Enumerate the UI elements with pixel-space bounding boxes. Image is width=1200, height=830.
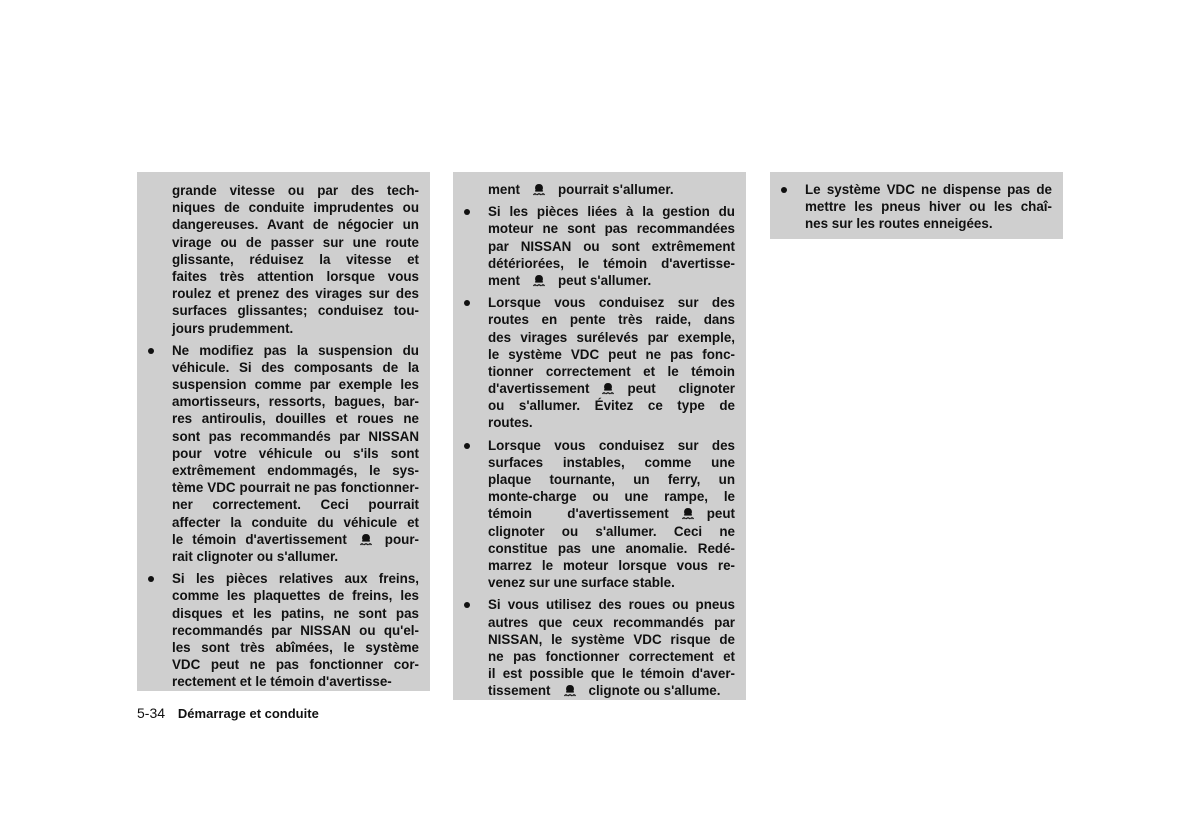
text-line: niques de conduite imprudentes ou bbox=[172, 200, 419, 216]
bullet-dot bbox=[148, 576, 154, 582]
bullet-dot bbox=[148, 348, 154, 354]
text-line: virage ou de passer sur une route bbox=[172, 234, 419, 250]
vdc-off-warning-icon bbox=[532, 274, 546, 287]
text-line: mettre les pneus hiver ou les chaî- bbox=[805, 199, 1052, 215]
text-line: les sont très abîmées, le système bbox=[172, 639, 419, 655]
bullet-item bbox=[172, 342, 419, 565]
text-line: tème VDC pourrait ne pas fonctionner- bbox=[172, 480, 419, 496]
text-line: roulez et prenez des virages sur des bbox=[172, 286, 419, 302]
bullet-dot bbox=[781, 187, 787, 193]
text-line: ner correctement. Ceci pourrait bbox=[172, 497, 419, 513]
text-line: des virages surélevés par exemple, bbox=[488, 329, 735, 345]
text-line: marrez le moteur lorsque vous re- bbox=[488, 557, 735, 573]
bullet-item bbox=[488, 596, 735, 699]
bullet-dot bbox=[464, 443, 470, 449]
section-title: Démarrage et conduite bbox=[177, 706, 319, 721]
text-line: NISSAN, le système VDC risque de bbox=[488, 631, 735, 647]
text-line: tionner correctement et le témoin bbox=[488, 363, 735, 379]
bullet-item bbox=[488, 294, 735, 432]
text-line: affecter la conduite du véhicule et bbox=[172, 514, 419, 530]
text-line: autres que ceux recommandés par bbox=[488, 614, 735, 630]
bullet-item bbox=[805, 181, 1052, 233]
text-line: disques et les patins, ne sont pas bbox=[172, 605, 419, 621]
text-line: constitue pas une anomalie. Redé- bbox=[488, 540, 735, 556]
text-column-2 bbox=[453, 172, 746, 700]
text-line: faites très attention lorsque vous bbox=[172, 268, 419, 284]
text-line: recommandés par NISSAN ou qu'el- bbox=[172, 622, 419, 638]
text-line: clignoter ou s'allumer. Ceci ne bbox=[488, 523, 735, 539]
text-column-3 bbox=[770, 172, 1063, 239]
text-line: jours prudemment. bbox=[172, 320, 294, 336]
text-line: témoin d'avertissement peut bbox=[488, 506, 735, 522]
text-line: ment pourrait s'allumer. bbox=[488, 182, 674, 197]
page-footer bbox=[137, 705, 319, 721]
vdc-off-warning-icon bbox=[532, 183, 546, 196]
text-line: glissante, réduisez la vitesse et bbox=[172, 251, 419, 267]
text-line: res antiroulis, douilles et roues ne bbox=[172, 411, 419, 427]
vdc-off-warning-icon bbox=[563, 684, 577, 697]
text-line: il est possible que le témoin d'aver- bbox=[488, 666, 735, 682]
paragraph bbox=[172, 182, 419, 337]
paragraph bbox=[488, 181, 735, 198]
text-line: Si vous utilisez des roues ou pneus bbox=[488, 597, 735, 613]
vdc-off-warning-icon bbox=[601, 382, 615, 395]
text-line: ne pas fonctionner correctement et bbox=[488, 648, 735, 664]
page-number: 5-34 bbox=[137, 705, 166, 721]
text-line: tissement clignote ou s'allume. bbox=[488, 683, 721, 699]
bullet-dot bbox=[464, 209, 470, 215]
text-line: le système VDC peut ne pas fonc- bbox=[488, 346, 735, 362]
text-line: Lorsque vous conduisez sur des bbox=[488, 437, 735, 453]
text-line: rectement et le témoin d'avertisse- bbox=[172, 674, 392, 690]
text-line: venez sur une surface stable. bbox=[488, 575, 675, 591]
text-line: dangereuses. Avant de négocier un bbox=[172, 217, 419, 233]
text-line: Ne modifiez pas la suspension du bbox=[172, 342, 419, 358]
text-line: pour votre véhicule ou s'ils sont bbox=[172, 445, 419, 461]
vdc-off-warning-icon bbox=[359, 533, 373, 546]
text-line: Si les pièces liées à la gestion du bbox=[488, 204, 735, 220]
bullet-dot bbox=[464, 602, 470, 608]
text-line: sont pas recommandés par NISSAN bbox=[172, 428, 419, 444]
text-line: VDC peut ne pas fonctionner cor- bbox=[172, 657, 419, 673]
text-line: amortisseurs, ressorts, bagues, bar- bbox=[172, 394, 419, 410]
text-line: moteur ne sont pas recommandées bbox=[488, 221, 735, 237]
text-line: grande vitesse ou par des tech- bbox=[172, 183, 419, 198]
bullet-item bbox=[488, 203, 735, 289]
text-line: détériorées, le témoin d'avertisse- bbox=[488, 255, 735, 271]
text-line: extrêmement endommagés, le sys- bbox=[172, 463, 419, 478]
text-line: plaque tournante, un ferry, un bbox=[488, 472, 735, 487]
text-line: ment peut s'allumer. bbox=[488, 272, 652, 288]
text-line: suspension comme par exemple les bbox=[172, 377, 419, 393]
text-line: d'avertissement peut clignoter bbox=[488, 381, 735, 397]
text-line: routes. bbox=[488, 415, 533, 431]
text-column-1 bbox=[137, 172, 430, 691]
vdc-off-warning-icon bbox=[681, 507, 695, 520]
text-line: le témoin d'avertissement pour- bbox=[172, 531, 419, 547]
text-line: surfaces glissantes; conduisez tou- bbox=[172, 303, 419, 319]
text-line: comme les plaquettes de freins, les bbox=[172, 588, 419, 604]
text-line: rait clignoter ou s'allumer. bbox=[172, 548, 339, 564]
text-line: monte-charge ou une rampe, le bbox=[488, 489, 735, 505]
text-line: véhicule. Si des composants de la bbox=[172, 359, 419, 375]
text-line: ou s'allumer. Évitez ce type de bbox=[488, 398, 735, 414]
text-line: nes sur les routes enneigées. bbox=[805, 216, 993, 232]
bullet-dot bbox=[464, 300, 470, 306]
text-line: Si les pièces relatives aux freins, bbox=[172, 571, 419, 587]
text-line: Le système VDC ne dispense pas de bbox=[805, 182, 1052, 197]
bullet-item bbox=[488, 437, 735, 592]
bullet-item bbox=[172, 570, 419, 690]
text-line: Lorsque vous conduisez sur des bbox=[488, 295, 735, 311]
text-line: surfaces instables, comme une bbox=[488, 454, 735, 470]
text-line: routes en pente très raide, dans bbox=[488, 312, 735, 328]
text-line: par NISSAN ou sont extrêmement bbox=[488, 238, 735, 254]
